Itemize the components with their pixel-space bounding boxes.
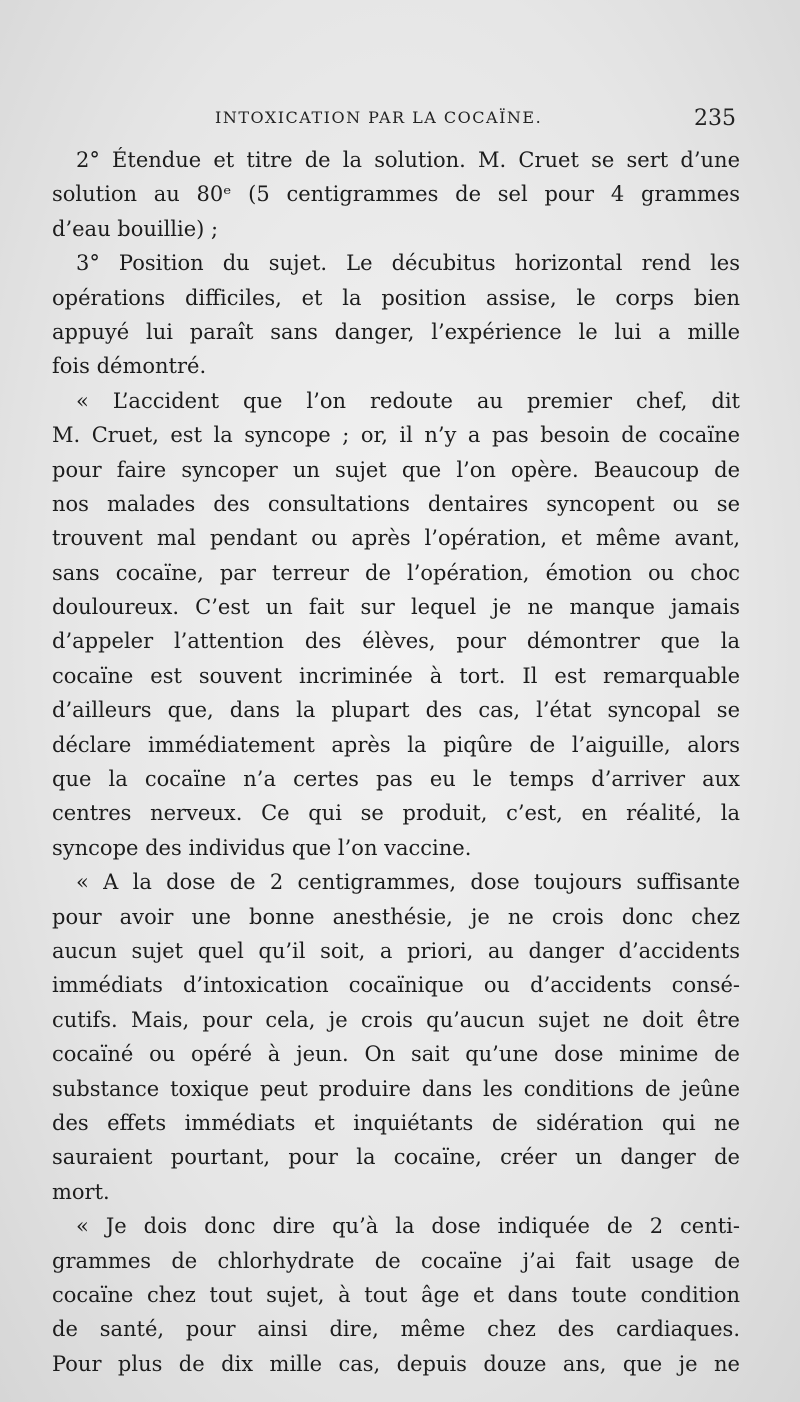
text-line: grammes de chlorhydrate de cocaïne j’ai fait usage de [52,1248,740,1273]
text-line: d’appeler l’attention des élèves, pour démontrer que la [52,629,740,654]
text-line: immédiats d’intoxication cocaïnique ou d’accidents consé- [52,973,740,998]
text-line: 2° Étendue et titre de la solution. M. Cruet se sert d’une [76,148,740,172]
text-line: centres nerveux. Ce qui se produit, c’est, en réalité, la [52,801,740,826]
text-line: substance toxique peut produire dans les conditions de jeûne [52,1076,740,1101]
text-line: cocaïné ou opéré à jeun. On sait qu’une dose minime de [52,1042,740,1067]
page-header [50,106,740,136]
text-line: nos malades des consultations dentaires syncopent ou se [52,491,740,516]
text-line: cocaïne chez tout sujet, à tout âge et dans toute condition [52,1282,740,1307]
text-line: mort. [52,1179,110,1204]
text-line: syncope des individus que l’on vaccine. [52,835,472,860]
text-line: « L’accident que l’on redoute au premier chef, dit [76,388,740,413]
text-line: aucun sujet quel qu’il soit, a priori, au danger d’accidents [52,938,740,963]
text-line: des effets immédiats et inquiétants de sidération qui ne [52,1110,740,1135]
text-line: M. Cruet, est la syncope ; or, il n’y a pas besoin de cocaïne [52,423,740,448]
text-line: appuyé lui paraît sans danger, l’expérience le lui a mille [52,319,740,344]
text-line: opérations difficiles, et la position assise, le corps bien [52,285,740,310]
text-line: sans cocaïne, par terreur de l’opération, émotion ou choc [52,560,740,585]
text-line: pour avoir une bonne anesthésie, je ne crois donc chez [52,904,740,929]
text-line: solution au 80ᵉ (5 centigrammes de sel pour 4 grammes [52,182,740,207]
text-line: « A la dose de 2 centigrammes, dose toujours suffisante [76,870,740,895]
text-line: cutifs. Mais, pour cela, je crois qu’aucun sujet ne doit être [52,1007,740,1032]
text-line: 3° Position du sujet. Le décubitus horizontal rend les [76,251,740,276]
text-line: cocaïne est souvent incriminée à tort. Il est remarquable [52,663,740,688]
text-line: d’ailleurs que, dans la plupart des cas, l’état syncopal se [52,698,740,723]
text-line: trouvent mal pendant ou après l’opération, et même avant, [52,526,740,551]
text-line: fois démontré. [52,354,207,379]
text-line: sauraient pourtant, pour la cocaïne, créer un danger de [52,1145,740,1170]
text-line: que la cocaïne n’a certes pas eu le temps d’arriver aux [52,767,740,792]
text-line: pour faire syncoper un sujet que l’on opère. Beaucoup de [52,457,740,482]
text-line: déclare immédiatement après la piqûre de l’aiguille, alors [52,732,740,757]
body-text [52,143,740,1381]
text-line: « Je dois donc dire qu’à la dose indiquée de 2 centi- [76,1214,740,1239]
text-line: de santé, pour ainsi dire, même chez des cardiaques. [52,1317,740,1342]
page-number: 235 [694,106,736,131]
text-line: douloureux. C’est un fait sur lequel je ne manque jamais [52,595,740,620]
text-line: Pour plus de dix mille cas, depuis douze ans, que je ne [52,1351,740,1376]
running-title: INTOXICATION PAR LA COCAÏNE. [215,108,543,127]
text-line: d’eau bouillie) ; [52,216,219,241]
